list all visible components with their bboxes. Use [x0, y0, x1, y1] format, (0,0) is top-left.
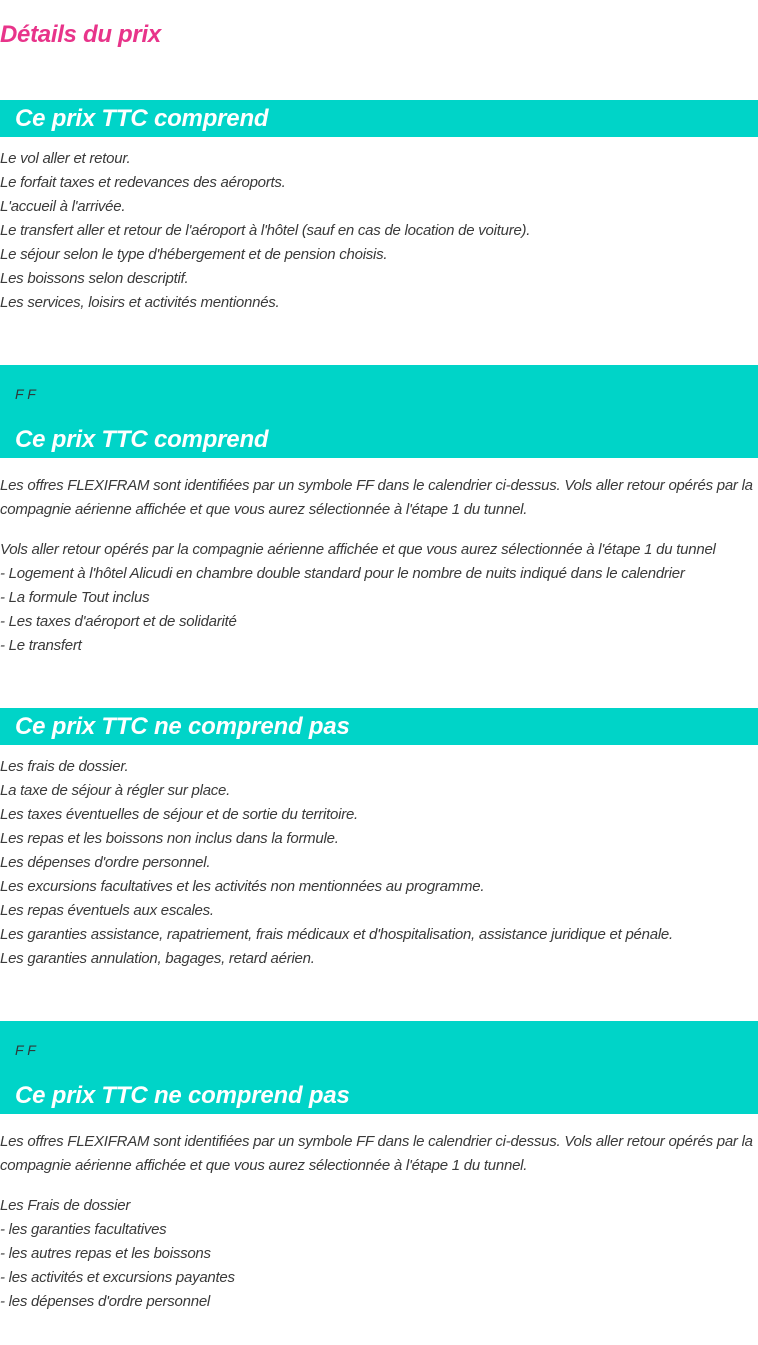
list-item: - les garanties facultatives: [0, 1221, 167, 1238]
list-item: Le séjour selon le type d'hébergement et de pension choisis.: [0, 246, 388, 263]
page-title: Détails du prix: [0, 21, 161, 48]
list-item: Les dépenses d'ordre personnel.: [0, 854, 211, 871]
included-list: [0, 147, 758, 315]
list-item: Les boissons selon descriptif.: [0, 270, 189, 287]
excluded-ff-intro: [0, 1130, 758, 1178]
list-item: Les garanties annulation, bagages, retard aérien.: [0, 950, 315, 967]
section-header-included-ff: [0, 365, 758, 458]
list-item: Les Frais de dossier: [0, 1197, 131, 1214]
list-item: - Logement à l'hôtel Alicudi en chambre double standard pour le nombre de nuits indiqué dans le calendrier: [0, 565, 685, 582]
intro-paragraph: Les offres FLEXIFRAM sont identifiées par un symbole FF dans le calendrier ci-dessus. Vols aller retour opérés par la compagnie aérienne affichée et que vous aurez sélectionnée à l'étape 1 du tunnel.: [0, 1133, 753, 1174]
list-item: - les activités et excursions payantes: [0, 1269, 235, 1286]
list-item: - Les taxes d'aéroport et de solidarité: [0, 613, 237, 630]
list-item: Le vol aller et retour.: [0, 150, 131, 167]
list-item: - Le transfert: [0, 637, 82, 654]
list-item: Le forfait taxes et redevances des aéroports.: [0, 174, 286, 191]
list-item: - les dépenses d'ordre personnel: [0, 1293, 210, 1310]
included-ff-intro: [0, 474, 758, 522]
section-header-included: [0, 100, 758, 137]
section-header-excluded: [0, 708, 758, 745]
list-item: Les repas éventuels aux escales.: [0, 902, 214, 919]
section-heading: Ce prix TTC ne comprend pas: [15, 713, 350, 740]
section-header-excluded-ff: [0, 1021, 758, 1114]
list-item: Les frais de dossier.: [0, 758, 129, 775]
included-ff-list: [0, 538, 758, 658]
list-item: Les excursions facultatives et les activités non mentionnées au programme.: [0, 878, 485, 895]
section-heading: Ce prix TTC comprend: [15, 426, 269, 453]
flexifram-code: F F: [15, 386, 36, 402]
list-item: - les autres repas et les boissons: [0, 1245, 211, 1262]
list-item: L'accueil à l'arrivée.: [0, 198, 126, 215]
section-heading: Ce prix TTC ne comprend pas: [15, 1082, 350, 1109]
list-item: Les taxes éventuelles de séjour et de sortie du territoire.: [0, 806, 358, 823]
list-item: Vols aller retour opérés par la compagnie aérienne affichée et que vous aurez sélectionnée à l'étape 1 du tunnel: [0, 541, 716, 558]
list-item: Les services, loisirs et activités mentionnés.: [0, 294, 280, 311]
list-item: Le transfert aller et retour de l'aéroport à l'hôtel (sauf en cas de location de voiture).: [0, 222, 531, 239]
section-heading: Ce prix TTC comprend: [15, 105, 269, 132]
list-item: La taxe de séjour à régler sur place.: [0, 782, 231, 799]
list-item: - La formule Tout inclus: [0, 589, 150, 606]
list-item: Les repas et les boissons non inclus dans la formule.: [0, 830, 339, 847]
excluded-list: [0, 755, 758, 971]
list-item: Les garanties assistance, rapatriement, frais médicaux et d'hospitalisation, assistance juridique et pénale.: [0, 926, 673, 943]
flexifram-code: F F: [15, 1042, 36, 1058]
excluded-ff-list: [0, 1194, 758, 1314]
intro-paragraph: Les offres FLEXIFRAM sont identifiées par un symbole FF dans le calendrier ci-dessus. Vols aller retour opérés par la compagnie aérienne affichée et que vous aurez sélectionnée à l'étape 1 du tunnel.: [0, 477, 753, 518]
